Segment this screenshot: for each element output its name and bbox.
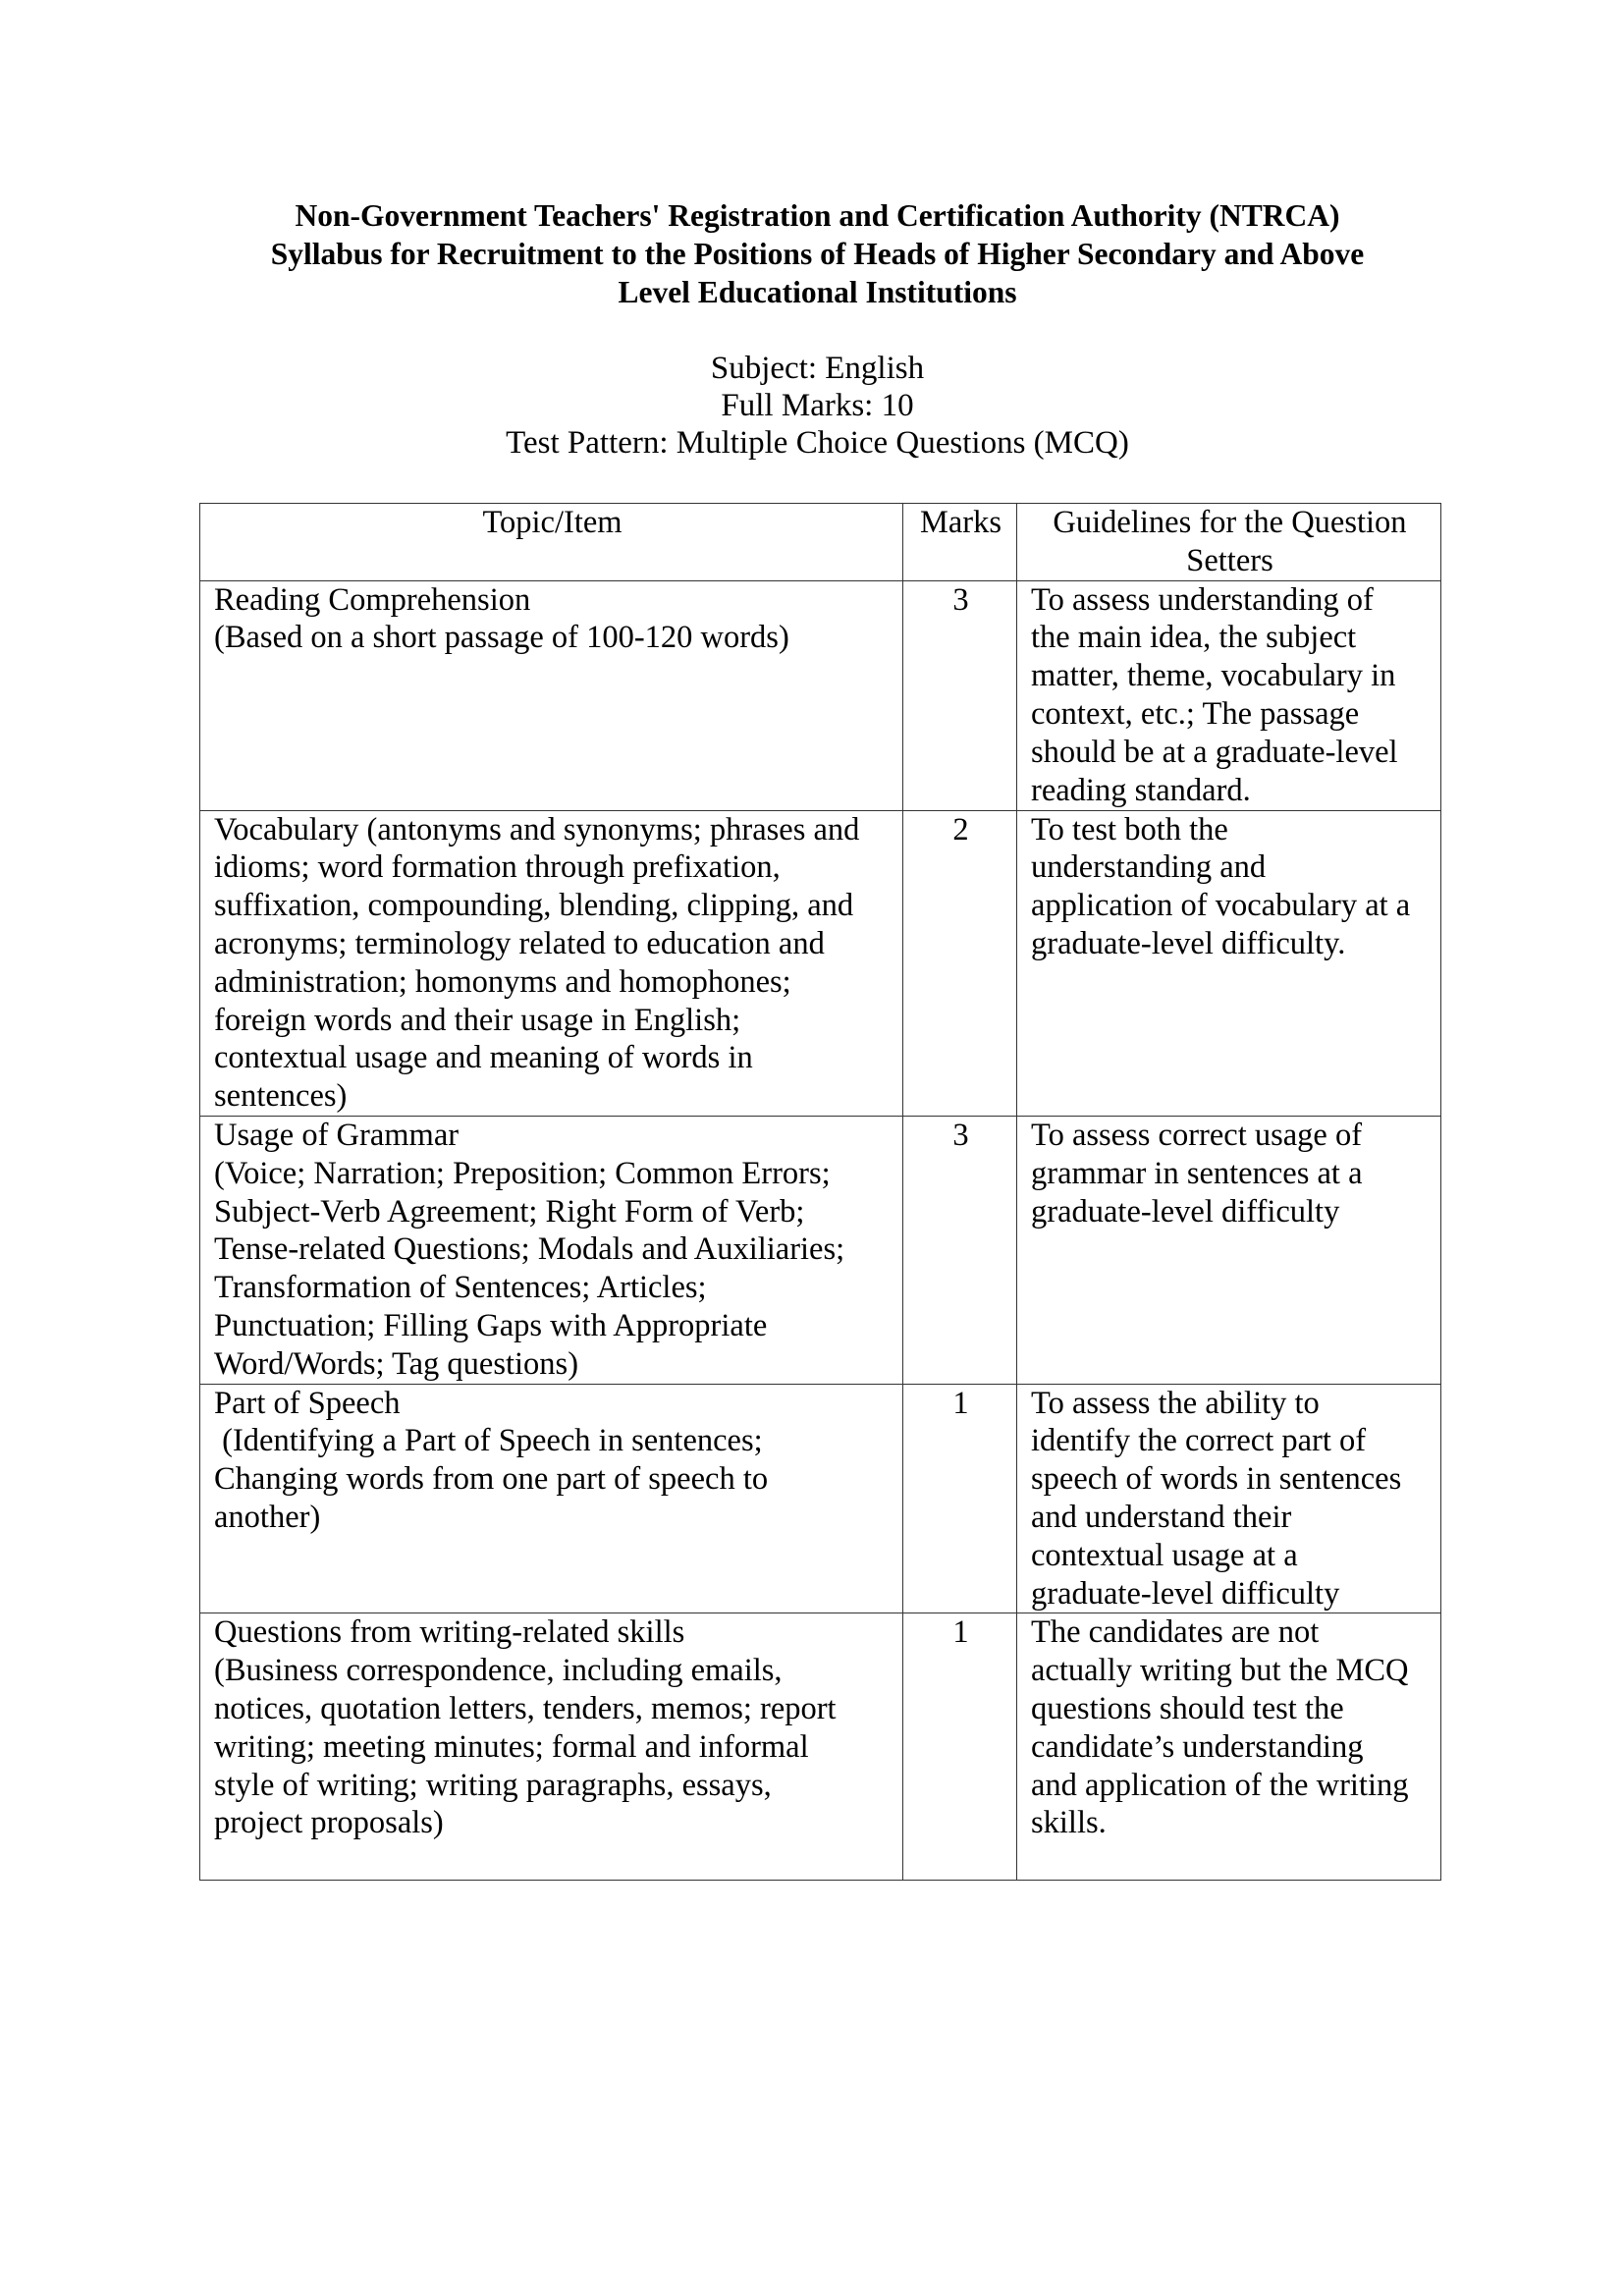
marks-cell: 1 [903,1384,1017,1613]
header-guidelines: Guidelines for the Question Setters [1017,504,1441,581]
marks-cell: 2 [903,810,1017,1116]
topic-cell: Reading Comprehension (Based on a short passage of 100-120 words) [200,580,903,810]
table-row [200,1613,1441,1881]
header-marks: Marks [903,504,1017,581]
marks-cell: 1 [903,1613,1017,1881]
exam-meta [147,350,1488,462]
syllabus-table [199,503,1441,1881]
table-header-row [200,504,1441,581]
heading-line-1: Non-Government Teachers' Registration and Certification Authority (NTRCA) [295,198,1340,233]
guidelines-cell: To assess understanding of the main idea, the subject matter, theme, vocabulary in context, etc.; The passage should be at a graduate-level reading standard. [1017,580,1441,810]
guidelines-cell: To test both the understanding and application of vocabulary at a graduate-level difficulty. [1017,810,1441,1116]
header-topic: Topic/Item [200,504,903,581]
topic-cell: Vocabulary (antonyms and synonyms; phrases and idioms; word formation through prefixation, suffixation, compounding, blending, clipping, and acronyms; terminology related to education and administration; homonyms and homophones; foreign words and their usage in English; contextual usage and meaning of words in sentences) [200,810,903,1116]
guidelines-cell: To assess correct usage of grammar in sentences at a graduate-level difficulty [1017,1116,1441,1384]
table-row [200,1384,1441,1613]
heading-line-2: Syllabus for Recruitment to the Positions of Heads of Higher Secondary and Above [270,237,1365,271]
marks-cell: 3 [903,1116,1017,1384]
table-row [200,580,1441,810]
guidelines-cell: To assess the ability to identify the correct part of speech of words in sentences and understand their contextual usage at a graduate-level difficulty [1017,1384,1441,1613]
document-heading [147,196,1488,311]
topic-cell: Part of Speech (Identifying a Part of Speech in sentences; Changing words from one part of speech to another) [200,1384,903,1613]
subject-line: Subject: English [710,351,925,386]
guidelines-cell: The candidates are not actually writing but the MCQ questions should test the candidate’s understanding and application of the writing skills. [1017,1613,1441,1881]
topic-cell: Usage of Grammar (Voice; Narration; Preposition; Common Errors; Subject-Verb Agreement; Right Form of Verb; Tense-related Questions; Modals and Auxiliaries; Transformation of Sentences; Articles; Punctuation; Filling Gaps with Appropriate Word/Words; Tag questions) [200,1116,903,1384]
table-row [200,810,1441,1116]
topic-cell: Questions from writing-related skills (Business correspondence, including emails, notices, quotation letters, tenders, memos; report writing; meeting minutes; formal and informal style of writing; writing paragraphs, essays, project proposals) [200,1613,903,1881]
heading-line-3: Level Educational Institutions [618,275,1017,309]
marks-cell: 3 [903,580,1017,810]
full-marks-line: Full Marks: 10 [721,388,914,423]
table-row [200,1116,1441,1384]
test-pattern-line: Test Pattern: Multiple Choice Questions (MCQ) [506,425,1129,461]
